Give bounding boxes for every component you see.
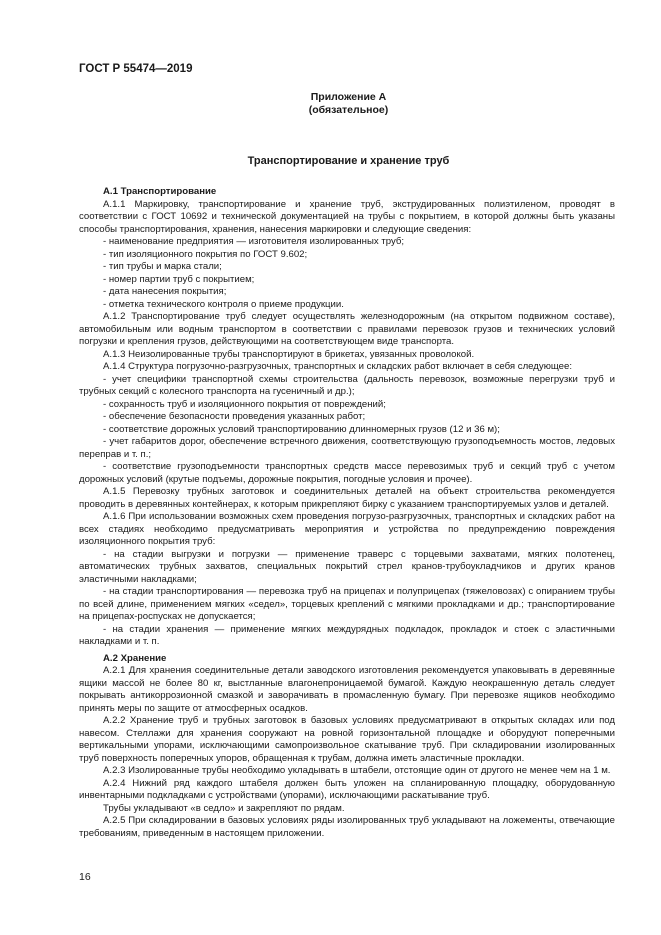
paragraph: А.1.4 Структура погрузочно-разгрузочных, транспортных и складских работ включает в себя следующее: <box>103 361 573 372</box>
list-item: - на стадии хранения — применение мягких междурядных подкладок, прокладок и стоек с эластичными накладками и т. п. <box>79 624 615 649</box>
paragraph: А.1.3 Неизолированные трубы транспортируют в брикетах, увязанных проволокой. <box>103 348 475 360</box>
list-item: - обеспечение безопасности проведения указанных работ; <box>79 411 615 424</box>
paragraph: А.2.4 Нижний ряд каждого штабеля должен быть уложен на спланированную площадку, оборудованную инвентарными подкладками с устройствами (упорами), исключающими раскатывание труб. <box>79 777 615 801</box>
list-item: - тип трубы и марка стали; <box>79 261 615 274</box>
list-item: - соответствие дорожных условий транспортированию длинномерных грузов (12 и 36 м); <box>79 424 615 437</box>
appendix-heading <box>0 91 661 117</box>
document-body <box>79 186 615 840</box>
paragraph: А.2.5 При складировании в базовых условиях ряды изолированных труб укладывают на ложементы, отвечающие требованиям, приведенным в настоящем приложении. <box>79 815 615 839</box>
list-item: - на стадии транспортирования — перевозка труб на прицепах и полуприцепах (тяжеловозах) с опиранием трубы по всей длине, применением мягких «седел», торцевых креплений с мягкими прокладками и др.; транспортирование на прицепах-роспусках не допускается; <box>79 586 615 624</box>
appendix-title: Приложение А <box>310 91 387 103</box>
list-item: - на стадии выгрузки и погрузки — применение траверс с торцевыми захватами, мягких полотенец, автоматических трубных захватов, специальных покрытий стрел кранов-трубоукладчиков и других кранов эластичными накладками; <box>79 549 615 587</box>
list-item: - дата нанесения покрытия; <box>79 286 615 299</box>
list-item: - номер партии труб с покрытием; <box>79 274 615 287</box>
list-item: - сохранность труб и изоляционного покрытия от повреждений; <box>79 399 615 412</box>
list-item: - наименование предприятия — изготовителя изолированных труб; <box>79 236 615 249</box>
paragraph: А.1.2 Транспортирование труб следует осуществлять железнодорожным (на открытом подвижном составе), автомобильным или водным транспортом в соответствии с правилами перевозок грузов и технических условий погрузки и крепления грузов, действующими на соответствующем виде транспорта. <box>79 311 615 347</box>
paragraph: А.2.1 Для хранения соединительные детали заводского изготовления рекомендуется упаковывать в деревянные ящики массой не более 80 кг, выстланные влагонепроницаемой бумагой. Каждую неокрашенную деталь следует покрывать антикоррозионной смазкой и заворачивать в промасленную бумагу. При перевозке ящиков необходимо принять меры по защите от атмосферных осадков. <box>79 665 615 714</box>
list-item: - отметка технического контроля о приеме продукции. <box>79 299 615 312</box>
paragraph: А.2.2 Хранение труб и трубных заготовок в базовых условиях предусматривают в открытых складах или под навесом. Стеллажи для хранения сооружают на ровной горизонтальной площадке и оборудуют поперечными вертикальными упорами, исключающими самопроизвольное скатывание труб. При складировании изолированных труб поверхность поперечных упоров, обращенная к трубам, должна иметь эластичные прокладки. <box>79 715 615 764</box>
list-item: - тип изоляционного покрытия по ГОСТ 9.602; <box>79 249 615 262</box>
list-item: - учет специфики транспортной схемы строительства (дальность перевозок, возможные перегрузки труб и трубных секций с колесного транспорта на гусеничный и др.); <box>79 374 615 399</box>
document-title: Транспортирование и хранение труб <box>247 155 450 167</box>
paragraph: А.1.5 Перевозку трубных заготовок и соединительных деталей на объект строительства рекомендуется проводить в деревянных контейнерах, к которым прикрепляют бирку с указанием транспортируемых узлов и деталей. <box>79 486 615 510</box>
page-number: 16 <box>79 871 91 883</box>
paragraph: А.1.1 Маркировку, транспортирование и хранение труб, экструдированных полиэтиленом, проводят в соответствии с ГОСТ 10692 и технической документацией на трубы с покрытием, в которой должны быть указаны способы транспортирования, хранения, нанесения маркировки и следующие сведения: <box>79 198 615 235</box>
list-item: - учет габаритов дорог, обеспечение встречного движения, соответствующую грузоподъемность мостов, ледовых переправ и т. п.; <box>79 436 615 461</box>
appendix-subtitle: (обязательное) <box>308 104 389 116</box>
section-heading: А.1 Транспортирование <box>103 186 217 197</box>
section-heading: А.2 Хранение <box>103 652 167 664</box>
list-item: - соответствие грузоподъемности транспортных средств массе перевозимых труб и секций труб с учетом дорожных условий (крутые подъемы, дорожные покрытия, погодные условия и прочее). <box>79 461 615 486</box>
paragraph: Трубы укладывают «в седло» и закрепляют по рядам. <box>103 802 345 814</box>
paragraph: А.2.3 Изолированные трубы необходимо укладывать в штабели, отстоящие один от другого не менее чем на 1 м. <box>103 765 611 776</box>
document-header: ГОСТ Р 55474—2019 <box>79 63 193 75</box>
paragraph: А.1.6 При использовании возможных схем проведения погрузо-разгрузочных, транспортных и складских работ на всех стадиях необходимо предусматривать мероприятия и устройства по предупреждению повреждения изоляционного покрытия труб: <box>79 511 615 547</box>
